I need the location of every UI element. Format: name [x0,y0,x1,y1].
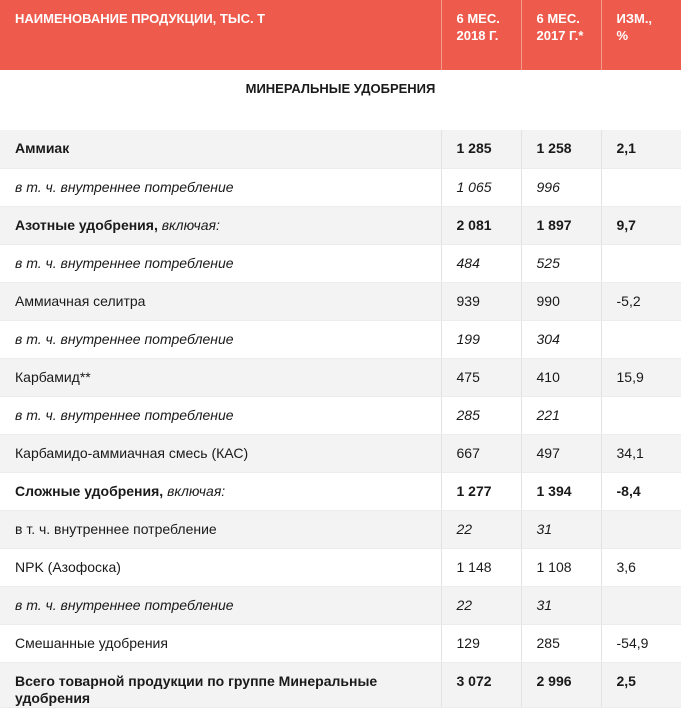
table-row [0,168,681,206]
row-name [0,206,441,244]
table-row [0,434,681,472]
row-value-2017: 497 [521,434,601,472]
row-value-2017: 525 [521,244,601,282]
row-change: -54,9 [601,624,681,662]
row-value-2018: 1 277 [441,472,521,510]
row-name: в т. ч. внутреннее потребление [0,320,441,358]
header-6m-2017: 6 МЕС. 2017 Г.* [521,0,601,70]
table-row-total [0,662,681,707]
row-change [601,396,681,434]
table-header [0,0,681,70]
table-row [0,586,681,624]
header-product-name: НАИМЕНОВАНИЕ ПРОДУКЦИИ, ТЫС. Т [0,0,441,70]
row-name: Карбамидо-аммиачная смесь (КАС) [0,434,441,472]
table-row [0,282,681,320]
row-change: 3,6 [601,548,681,586]
row-value-2018: 285 [441,396,521,434]
row-value-2018: 1 065 [441,168,521,206]
row-change: 34,1 [601,434,681,472]
row-name: в т. ч. внутреннее потребление [0,510,441,548]
row-change: 2,1 [601,130,681,168]
row-change: -5,2 [601,282,681,320]
row-change: 9,7 [601,206,681,244]
row-change: 15,9 [601,358,681,396]
row-value-2018: 1 148 [441,548,521,586]
row-name [0,472,441,510]
row-value-2017: 1 897 [521,206,601,244]
row-value-2017: 31 [521,510,601,548]
header-change-percent: ИЗМ., % [601,0,681,70]
row-value-2017: 996 [521,168,601,206]
row-value-2018: 22 [441,510,521,548]
row-name: в т. ч. внутреннее потребление [0,396,441,434]
row-value-2017: 1 394 [521,472,601,510]
row-value-2017: 221 [521,396,601,434]
row-value-2018: 3 072 [441,662,521,707]
row-value-2017: 1 108 [521,548,601,586]
row-value-2018: 22 [441,586,521,624]
row-change [601,586,681,624]
table-row [0,320,681,358]
row-change [601,244,681,282]
row-change: 2,5 [601,662,681,707]
row-value-2018: 199 [441,320,521,358]
row-value-2018: 2 081 [441,206,521,244]
row-name-sub: включая: [161,216,220,233]
row-change [601,168,681,206]
table-row [0,548,681,586]
row-value-2018: 667 [441,434,521,472]
row-name: Карбамид** [0,358,441,396]
row-value-2018: 1 285 [441,130,521,168]
row-name: Аммиачная селитра [0,282,441,320]
row-value-2017: 285 [521,624,601,662]
row-name: Смешанные удобрения [0,624,441,662]
row-value-2017: 990 [521,282,601,320]
row-change: -8,4 [601,472,681,510]
table-row [0,130,681,168]
row-name-main: Сложные удобрения, [15,482,168,499]
row-value-2018: 484 [441,244,521,282]
row-name-sub: включая: [167,482,226,499]
row-value-2017: 1 258 [521,130,601,168]
row-name: NPK (Азофоска) [0,548,441,586]
row-name: Аммиак [0,130,441,168]
row-name: в т. ч. внутреннее потребление [0,586,441,624]
table-row [0,396,681,434]
row-value-2017: 2 996 [521,662,601,707]
table-row [0,244,681,282]
row-name: Всего товарной продукции по группе Минеральные удобрения [0,662,441,707]
row-name: в т. ч. внутреннее потребление [0,168,441,206]
table-row [0,510,681,548]
row-value-2017: 410 [521,358,601,396]
table-row [0,206,681,244]
row-change [601,320,681,358]
table-row [0,358,681,396]
row-name: в т. ч. внутреннее потребление [0,244,441,282]
row-value-2018: 129 [441,624,521,662]
row-value-2017: 31 [521,586,601,624]
row-name-main: Азотные удобрения, [15,216,162,233]
table-row [0,624,681,662]
section-title: МИНЕРАЛЬНЫЕ УДОБРЕНИЯ [0,70,681,130]
row-change [601,510,681,548]
header-6m-2018: 6 МЕС. 2018 Г. [441,0,521,70]
row-value-2018: 939 [441,282,521,320]
row-value-2017: 304 [521,320,601,358]
table-row [0,472,681,510]
row-value-2018: 475 [441,358,521,396]
